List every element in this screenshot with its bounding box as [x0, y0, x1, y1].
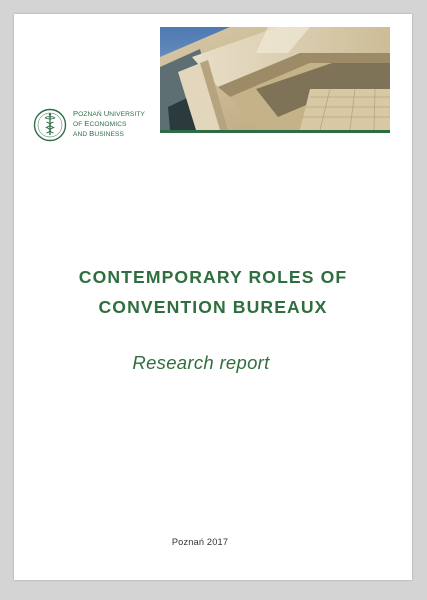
report-title — [14, 262, 412, 322]
report-subtitle: Research report — [132, 352, 270, 373]
logo-text-line2-part-2: CONOMICS — [89, 120, 127, 128]
building-photo — [160, 27, 390, 130]
university-logo — [33, 108, 163, 144]
logo-text-line1-part: OZNAŃ — [78, 111, 102, 118]
report-title-line-2: CONVENTION BUREAUX — [98, 297, 328, 317]
photo-accent-bar — [160, 130, 390, 133]
report-title-line-1: CONTEMPORARY ROLES OF — [78, 267, 348, 287]
logo-text-line2-part: OF — [73, 120, 83, 128]
logo-text-line3-initial: B — [89, 128, 95, 138]
university-name — [73, 110, 145, 139]
document-page — [14, 14, 412, 580]
place-and-year: Poznań 2017 — [171, 537, 229, 547]
logo-text-line3-part-2: USINESS — [94, 130, 124, 138]
logo-text-line1-initial: P — [73, 109, 79, 118]
logo-text-line2-initial: E — [84, 118, 90, 128]
logo-text-line1-initial-2: U — [103, 109, 110, 118]
university-emblem-icon — [33, 108, 67, 142]
logo-text-line3-part: AND — [73, 130, 88, 138]
logo-text-line1-part-2: NIVERSITY — [109, 111, 145, 118]
building-photo-image — [160, 27, 390, 130]
